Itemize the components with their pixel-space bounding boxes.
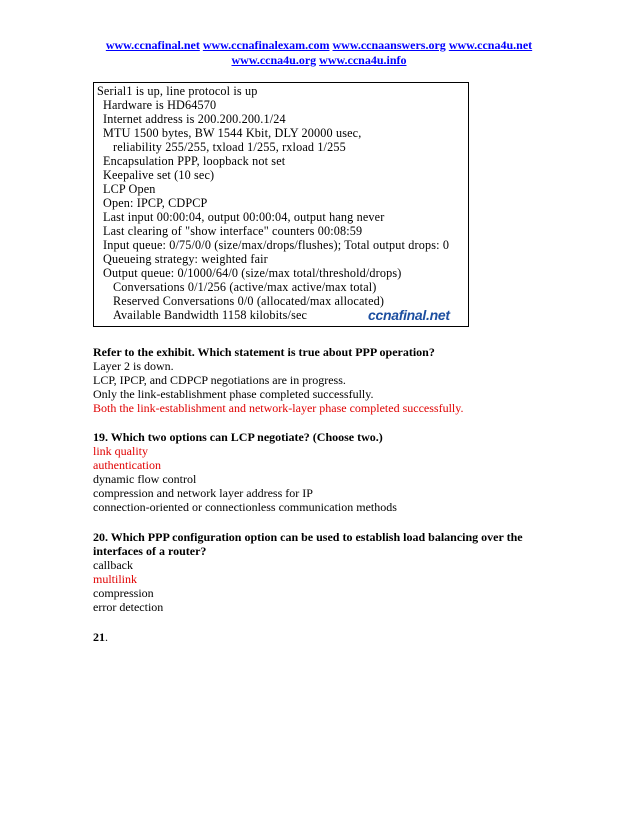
- correct-answer-option: Both the link-establishment and network-layer phase completed successfully.: [93, 401, 464, 415]
- exhibit-line: Hardware is HD64570: [103, 98, 217, 112]
- exhibit-line: MTU 1500 bytes, BW 1544 Kbit, DLY 20000 usec,: [103, 126, 362, 140]
- question-number: 19: [93, 430, 105, 444]
- exhibit-line: Available Bandwidth 1158 kilobits/sec: [113, 308, 308, 322]
- exhibit-line: Keepalive set (10 sec): [103, 168, 215, 182]
- answer-option: error detection: [93, 600, 164, 614]
- answer-option: compression and network layer address for IP: [93, 486, 313, 500]
- header-links-line2: [0, 53, 638, 68]
- answer-option: dynamic flow control: [93, 472, 197, 486]
- answer-option: Layer 2 is down.: [93, 359, 174, 373]
- question-body: . Which two options can LCP negotiate? (Choose two.): [105, 430, 383, 444]
- answer-option: LCP, IPCP, and CDPCP negotiations are in progress.: [93, 373, 346, 387]
- exhibit-line: Encapsulation PPP, loopback not set: [103, 154, 286, 168]
- correct-answer-option: authentication: [93, 458, 161, 472]
- exhibit-line: Serial1 is up, line protocol is up: [97, 84, 258, 98]
- answer-option: callback: [93, 558, 133, 572]
- exhibit-line: Input queue: 0/75/0/0 (size/max/drops/flushes); Total output drops: 0: [103, 238, 450, 252]
- question-body: .: [105, 630, 108, 644]
- exhibit-line: LCP Open: [103, 182, 156, 196]
- question-number: 21: [93, 630, 105, 644]
- exhibit-line: Queueing strategy: weighted fair: [103, 252, 268, 266]
- answer-option: Only the link-establishment phase completed successfully.: [93, 387, 374, 401]
- question-text: [93, 630, 108, 644]
- question-body: . Which PPP configuration option can be used to establish load balancing over the: [105, 530, 523, 544]
- link-ccnaanswers[interactable]: www.ccnaanswers.org: [332, 38, 446, 52]
- answer-option: compression: [93, 586, 154, 600]
- watermark-logo: ccnafinal.net: [368, 307, 450, 323]
- exhibit-line: Output queue: 0/1000/64/0 (size/max total/threshold/drops): [103, 266, 402, 280]
- link-ccna4u-info[interactable]: www.ccna4u.info: [319, 53, 407, 67]
- exhibit-line: Reserved Conversations 0/0 (allocated/max allocated): [113, 294, 385, 308]
- exhibit-line: Open: IPCP, CDPCP: [103, 196, 208, 210]
- question-text: [93, 530, 523, 544]
- exhibit-line: reliability 255/255, txload 1/255, rxload 1/255: [113, 140, 346, 154]
- question-text-continued: interfaces of a router?: [93, 544, 207, 558]
- question-text: Refer to the exhibit. Which statement is true about PPP operation?: [93, 345, 435, 359]
- link-ccna4u-net[interactable]: www.ccna4u.net: [448, 38, 533, 52]
- exhibit-screenshot: [93, 82, 469, 327]
- answer-option: connection-oriented or connectionless communication methods: [93, 500, 397, 514]
- exhibit-line: Last input 00:00:04, output 00:00:04, output hang never: [103, 210, 385, 224]
- link-ccna4u-org[interactable]: www.ccna4u.org: [231, 53, 317, 67]
- correct-answer-option: link quality: [93, 444, 148, 458]
- correct-answer-option: multilink: [93, 572, 138, 586]
- link-ccnafinalexam[interactable]: www.ccnafinalexam.com: [202, 38, 330, 52]
- exhibit-line: Last clearing of "show interface" counters 00:08:59: [103, 224, 363, 238]
- link-ccnafinal-net[interactable]: www.ccnafinal.net: [105, 38, 200, 52]
- question-number: 20: [93, 530, 105, 544]
- exhibit-line: Conversations 0/1/256 (active/max active/max total): [113, 280, 377, 294]
- question-text: [93, 430, 383, 444]
- header-links-line1: [0, 38, 638, 53]
- exhibit-line: Internet address is 200.200.200.1/24: [103, 112, 286, 126]
